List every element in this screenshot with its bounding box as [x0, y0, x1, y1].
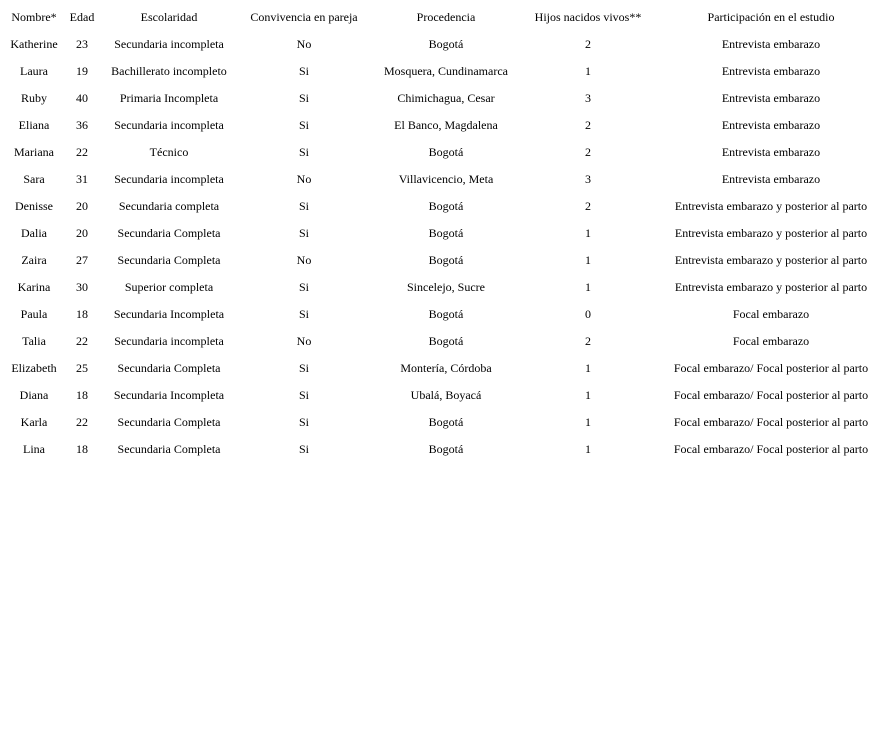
table-row — [3, 166, 889, 193]
cell-nombre: Laura — [20, 64, 48, 78]
table-row — [3, 274, 889, 301]
cell-edad: 27 — [76, 253, 88, 267]
cell-nombre: Katherine — [10, 37, 58, 51]
cell-convivencia: No — [296, 334, 312, 348]
cell-convivencia: No — [296, 253, 312, 267]
cell-edad: 31 — [76, 172, 88, 186]
cell-convivencia: Si — [298, 64, 309, 78]
cell-edad: 20 — [76, 199, 88, 213]
cell-nombre: Diana — [19, 388, 49, 402]
cell-participacion: Entrevista embarazo y posterior al parto — [674, 226, 868, 240]
cell-participacion: Focal embarazo/ Focal posterior al parto — [673, 361, 869, 375]
cell-convivencia: Si — [298, 307, 309, 321]
cell-escolaridad: Secundaria Completa — [117, 442, 221, 456]
cell-nombre: Karla — [20, 415, 48, 429]
cell-nombre: Denisse — [15, 199, 53, 213]
cell-participacion: Entrevista embarazo — [721, 64, 821, 78]
cell-edad: 36 — [76, 118, 88, 132]
cell-participacion: Entrevista embarazo y posterior al parto — [674, 253, 868, 267]
header-nombre: Nombre* — [11, 10, 57, 24]
cell-hijos: 2 — [585, 37, 591, 51]
header-escolaridad: Escolaridad — [140, 10, 198, 24]
cell-hijos: 1 — [585, 226, 591, 240]
cell-escolaridad: Secundaria completa — [118, 199, 220, 213]
cell-escolaridad: Secundaria Completa — [117, 226, 221, 240]
cell-procedencia: Montería, Córdoba — [400, 361, 492, 375]
cell-procedencia: Ubalá, Boyacá — [410, 388, 482, 402]
cell-hijos: 1 — [585, 388, 591, 402]
cell-edad: 18 — [76, 442, 88, 456]
cell-participacion: Entrevista embarazo — [721, 172, 821, 186]
cell-escolaridad: Secundaria incompleta — [114, 172, 224, 186]
cell-participacion: Focal embarazo — [732, 334, 810, 348]
cell-edad: 40 — [76, 91, 88, 105]
cell-convivencia: Si — [298, 118, 309, 132]
cell-nombre: Lina — [23, 442, 45, 456]
cell-participacion: Focal embarazo — [732, 307, 810, 321]
cell-nombre: Elizabeth — [11, 361, 57, 375]
cell-procedencia: El Banco, Magdalena — [394, 118, 498, 132]
cell-escolaridad: Secundaria Incompleta — [113, 307, 225, 321]
cell-edad: 19 — [76, 64, 88, 78]
cell-procedencia: Bogotá — [428, 334, 464, 348]
cell-nombre: Sara — [23, 172, 45, 186]
cell-hijos: 1 — [585, 280, 591, 294]
cell-convivencia: Si — [298, 145, 309, 159]
table-row — [3, 112, 889, 139]
cell-procedencia: Sincelejo, Sucre — [407, 280, 485, 294]
cell-procedencia: Bogotá — [428, 307, 464, 321]
cell-edad: 23 — [76, 37, 88, 51]
cell-edad: 22 — [76, 145, 88, 159]
cell-procedencia: Bogotá — [428, 226, 464, 240]
cell-procedencia: Chimichagua, Cesar — [397, 91, 495, 105]
cell-participacion: Entrevista embarazo — [721, 37, 821, 51]
cell-convivencia: Si — [298, 361, 309, 375]
cell-escolaridad: Primaria Incompleta — [119, 91, 219, 105]
cell-edad: 18 — [76, 307, 88, 321]
table-row — [3, 436, 889, 463]
cell-edad: 30 — [76, 280, 88, 294]
header-hijos: Hijos nacidos vivos** — [534, 10, 642, 24]
cell-nombre: Ruby — [20, 91, 47, 105]
cell-procedencia: Villavicencio, Meta — [398, 172, 494, 186]
cell-hijos: 0 — [585, 307, 591, 321]
table-row — [3, 247, 889, 274]
cell-procedencia: Bogotá — [428, 253, 464, 267]
cell-participacion: Entrevista embarazo y posterior al parto — [674, 280, 868, 294]
cell-edad: 22 — [76, 334, 88, 348]
table-row — [3, 301, 889, 328]
cell-participacion: Entrevista embarazo — [721, 145, 821, 159]
cell-nombre: Dalia — [21, 226, 47, 240]
header-convivencia: Convivencia en pareja — [250, 10, 358, 24]
cell-hijos: 1 — [585, 415, 591, 429]
table-row — [3, 355, 889, 382]
cell-edad: 20 — [76, 226, 88, 240]
cell-procedencia: Mosquera, Cundinamarca — [384, 64, 508, 78]
cell-procedencia: Bogotá — [428, 415, 464, 429]
cell-hijos: 2 — [585, 145, 591, 159]
cell-procedencia: Bogotá — [428, 199, 464, 213]
cell-nombre: Mariana — [14, 145, 54, 159]
cell-participacion: Entrevista embarazo — [721, 118, 821, 132]
cell-convivencia: Si — [298, 199, 309, 213]
cell-procedencia: Bogotá — [428, 442, 464, 456]
table-row — [3, 193, 889, 220]
header-procedencia: Procedencia — [416, 10, 476, 24]
table-row — [3, 139, 889, 166]
cell-nombre: Paula — [20, 307, 48, 321]
cell-convivencia: No — [296, 172, 312, 186]
cell-hijos: 3 — [585, 91, 591, 105]
table-row — [3, 409, 889, 436]
cell-edad: 22 — [76, 415, 88, 429]
cell-nombre: Talia — [22, 334, 46, 348]
table-row — [3, 31, 889, 58]
cell-convivencia: Si — [298, 91, 309, 105]
cell-procedencia: Bogotá — [428, 37, 464, 51]
cell-hijos: 2 — [585, 334, 591, 348]
cell-participacion: Focal embarazo/ Focal posterior al parto — [673, 415, 869, 429]
cell-nombre: Eliana — [18, 118, 50, 132]
cell-escolaridad: Secundaria Completa — [117, 253, 221, 267]
cell-participacion: Focal embarazo/ Focal posterior al parto — [673, 388, 869, 402]
header-participacion: Participación en el estudio — [707, 10, 835, 24]
table-row — [3, 58, 889, 85]
table-row — [3, 328, 889, 355]
cell-participacion: Focal embarazo/ Focal posterior al parto — [673, 442, 869, 456]
cell-hijos: 1 — [585, 361, 591, 375]
participants-table — [3, 4, 889, 463]
cell-nombre: Zaira — [21, 253, 47, 267]
cell-hijos: 1 — [585, 64, 591, 78]
cell-hijos: 1 — [585, 442, 591, 456]
cell-participacion: Entrevista embarazo — [721, 91, 821, 105]
cell-hijos: 3 — [585, 172, 591, 186]
header-edad: Edad — [69, 10, 95, 24]
cell-hijos: 2 — [585, 199, 591, 213]
cell-escolaridad: Secundaria incompleta — [114, 118, 224, 132]
cell-escolaridad: Secundaria Completa — [117, 361, 221, 375]
cell-edad: 18 — [76, 388, 88, 402]
cell-convivencia: Si — [298, 226, 309, 240]
cell-escolaridad: Técnico — [149, 145, 189, 159]
table-row — [3, 220, 889, 247]
cell-convivencia: Si — [298, 415, 309, 429]
cell-participacion: Entrevista embarazo y posterior al parto — [674, 199, 868, 213]
cell-convivencia: Si — [298, 388, 309, 402]
cell-procedencia: Bogotá — [428, 145, 464, 159]
cell-edad: 25 — [76, 361, 88, 375]
cell-escolaridad: Secundaria incompleta — [114, 334, 224, 348]
cell-escolaridad: Bachillerato incompleto — [111, 64, 227, 78]
table-row — [3, 382, 889, 409]
cell-convivencia: Si — [298, 442, 309, 456]
cell-hijos: 2 — [585, 118, 591, 132]
cell-hijos: 1 — [585, 253, 591, 267]
cell-convivencia: No — [296, 37, 312, 51]
cell-escolaridad: Superior completa — [124, 280, 214, 294]
cell-escolaridad: Secundaria Incompleta — [113, 388, 225, 402]
cell-escolaridad: Secundaria incompleta — [114, 37, 224, 51]
cell-convivencia: Si — [298, 280, 309, 294]
cell-nombre: Karina — [17, 280, 51, 294]
table-header-row — [3, 4, 889, 31]
table-row — [3, 85, 889, 112]
cell-escolaridad: Secundaria Completa — [117, 415, 221, 429]
